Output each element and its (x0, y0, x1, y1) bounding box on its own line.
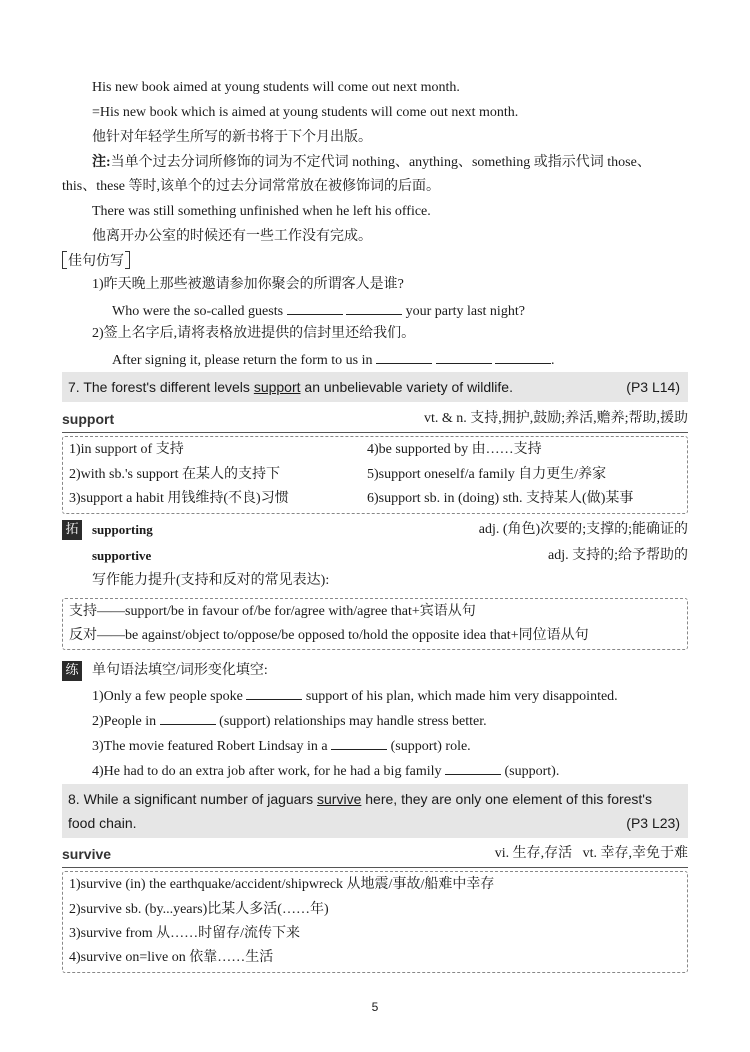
blank-field[interactable] (160, 710, 216, 725)
s8-pre: 8. While a significant number of jaguars (68, 791, 318, 807)
s8-keyword: survive (317, 791, 362, 807)
note-label: 注: (92, 155, 111, 170)
headword-survive: survive (62, 846, 112, 862)
writing-title: 写作能力提升(支持和反对的常见表达): (92, 573, 330, 588)
phrase-item: 1)survive (in) the earthquake/accident/shipwreck 从地震/事故/船难中幸存 (69, 877, 495, 892)
pq4-a: 4)He had to do an extra job after work, for he had a big family (92, 764, 442, 779)
example-translation-2: 他离开办公室的时候还有一些工作没有完成。 (92, 229, 372, 244)
writing-oppose: 反对——be against/object to/oppose/be opposed to/hold the opposite idea that+同位语从句 (69, 628, 589, 643)
writing-box (62, 598, 688, 650)
ext-definition-supporting: adj. (角色)次要的;支撑的;能确证的 (478, 522, 688, 537)
grammar-note (92, 153, 651, 173)
practice-badge: 练 (62, 661, 82, 681)
sentence-7-bar (62, 372, 688, 402)
phrase-item: 2)with sb.'s support 在某人的支持下 (69, 467, 280, 482)
s7-post: an unbelievable variety of wildlife. (300, 379, 513, 395)
divider (62, 432, 688, 433)
q2-text-a: After signing it, please return the form to us in (112, 353, 373, 368)
ext-word-supportive: supportive (92, 548, 152, 563)
example-sentence-2: =His new book which is aimed at young students will come out next month. (92, 105, 519, 120)
support-phrases-box (62, 436, 688, 514)
survive-definition: vi. 生存,存活 vt. 幸存,幸免于难 (494, 846, 688, 861)
phrase-item: 2)survive sb. (by...years)比某人多活(……年) (69, 902, 329, 917)
practice-q2 (92, 710, 487, 732)
phrase-item: 4)survive on=live on 依靠……生活 (69, 950, 274, 965)
ext-definition-supportive: adj. 支持的;给予帮助的 (548, 548, 688, 563)
phrase-item: 5)support oneself/a family 自力更生/养家 (367, 467, 607, 482)
page-number: 5 (371, 1000, 379, 1014)
imitation-q2-chinese: 2)签上名字后,请将表格放进提供的信封里还给我们。 (92, 326, 416, 341)
phrase-item: 1)in support of 支持 (69, 442, 184, 457)
practice-q3 (92, 735, 471, 757)
extension-badge: 拓 (62, 520, 82, 540)
phrase-item: 3)support a habit 用钱维持(不良)习惯 (69, 491, 289, 506)
pq1-b: support of his plan, which made him very disappointed. (305, 689, 618, 704)
sentence-7-reference: (P3 L14) (626, 379, 680, 395)
sentence-8-bar (62, 784, 688, 838)
imitation-q2-english (112, 349, 555, 371)
blank-field[interactable] (287, 300, 343, 315)
support-definition: vt. & n. 支持,拥护,鼓励;养活,赡养;帮助,援助 (423, 411, 688, 426)
practice-title: 单句语法填空/词形变化填空: (92, 663, 268, 678)
ext-word-supporting: supporting (92, 522, 153, 537)
q1-text-b: your party last night? (405, 304, 525, 319)
writing-support: 支持——support/be in favour of/be for/agree with/agree that+宾语从句 (69, 604, 476, 619)
blank-field[interactable] (376, 349, 432, 364)
practice-q1 (92, 685, 618, 707)
blank-field[interactable] (246, 685, 302, 700)
pq4-b: (support). (504, 764, 560, 779)
sentence-7-text (68, 377, 513, 397)
blank-field[interactable] (495, 349, 551, 364)
phrase-item: 6)support sb. in (doing) sth. 支持某人(做)某事 (367, 491, 634, 506)
phrase-item: 4)be supported by 由……支持 (367, 442, 542, 457)
pq1-a: 1)Only a few people spoke (92, 689, 243, 704)
blank-field[interactable] (445, 760, 501, 775)
divider (62, 867, 688, 868)
note-text: 当单个过去分词所修饰的词为不定代词 nothing、anything、something 或指示代词 those、 (110, 155, 651, 170)
example-translation-1: 他针对年轻学生所写的新书将于下个月出版。 (92, 130, 372, 145)
pq2-b: (support) relationships may handle stress better. (219, 714, 487, 729)
headword-support: support (62, 411, 115, 427)
survive-phrases-box (62, 871, 688, 973)
blank-field[interactable] (331, 735, 387, 750)
pq3-b: (support) role. (390, 739, 471, 754)
sentence-8-text (68, 789, 652, 809)
sentence-8-line2: food chain. (68, 815, 137, 831)
imitation-label: 佳句仿写 (62, 250, 130, 270)
pq2-a: 2)People in (92, 714, 157, 729)
blank-field[interactable] (436, 349, 492, 364)
q1-text-a: Who were the so-called guests (112, 304, 284, 319)
blank-field[interactable] (346, 300, 402, 315)
example-sentence-1: His new book aimed at young students will come out next month. (92, 80, 460, 95)
grammar-note-continued: this、these 等时,该单个的过去分词常常放在被修饰词的后面。 (62, 179, 440, 194)
s7-keyword: support (253, 379, 301, 395)
practice-q4 (92, 760, 559, 782)
example-sentence-3: There was still something unfinished when he left his office. (92, 204, 431, 219)
imitation-q1-chinese: 1)昨天晚上那些被邀请参加你聚会的所谓客人是谁? (92, 277, 404, 292)
s7-pre: 7. The forest's different levels (68, 379, 254, 395)
q2-end: . (551, 353, 555, 368)
imitation-q1-english (112, 300, 525, 322)
phrase-item: 3)survive from 从……时留存/流传下来 (69, 926, 300, 941)
s8-post: here, they are only one element of this forest's (361, 791, 652, 807)
pq3-a: 3)The movie featured Robert Lindsay in a (92, 739, 328, 754)
sentence-8-reference: (P3 L23) (626, 815, 680, 831)
